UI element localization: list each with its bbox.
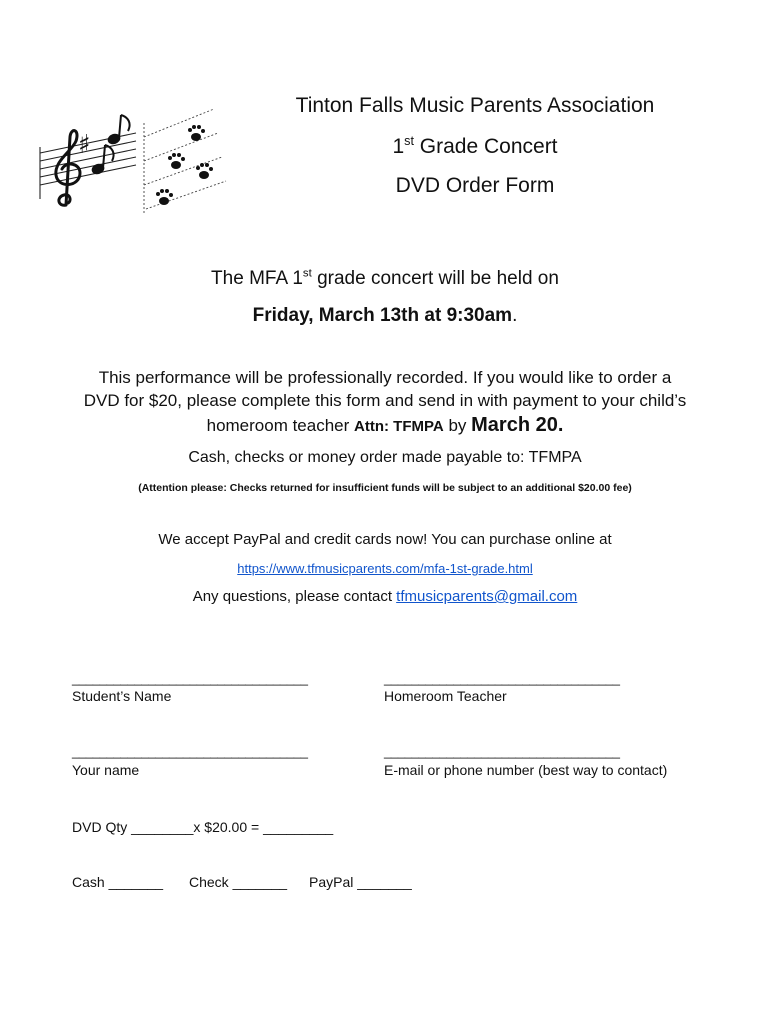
concert-label: Grade Concert xyxy=(413,135,558,158)
student-name-label: Student’s Name xyxy=(72,688,172,704)
intro-suffix: st xyxy=(302,267,312,280)
questions-text: Any questions, please contact xyxy=(192,588,397,605)
payment-paypal[interactable]: PayPal _______ xyxy=(309,874,412,890)
details-deadline: March 20. xyxy=(471,414,564,436)
details-by: by xyxy=(443,416,472,435)
grade-suffix: st xyxy=(404,134,414,148)
payment-check[interactable]: Check _______ xyxy=(189,874,288,890)
form-title: DVD Order Form xyxy=(395,174,555,197)
sharp-icon: ♯ xyxy=(78,130,91,160)
event-date-end: . xyxy=(512,305,518,326)
treble-clef-icon xyxy=(56,131,80,206)
details-attn: Attn: TFMPA xyxy=(354,418,444,435)
homeroom-teacher-label: Homeroom Teacher xyxy=(384,688,507,704)
event-date xyxy=(40,305,730,327)
payment-cash[interactable]: Cash _______ xyxy=(72,874,164,890)
paw-prints-icon xyxy=(156,125,213,205)
paypal-notice: We accept PayPal and credit cards now! You can purchase online at xyxy=(158,531,612,548)
intro-prefix: The MFA 1 xyxy=(211,268,303,289)
contact-email-link[interactable]: tfmusicparents@gmail.com xyxy=(396,588,578,605)
dvd-qty-line[interactable]: DVD Qty ________x $20.00 = _________ xyxy=(72,819,334,835)
intro-rest: grade concert will be held on xyxy=(311,268,559,289)
questions-line xyxy=(40,588,730,605)
event-date-bold: Friday, March 13th at 9:30am xyxy=(252,305,513,326)
concert-title xyxy=(250,135,700,159)
contact-blank[interactable]: __________________________________ xyxy=(384,744,620,759)
org-name: Tinton Falls Music Parents Association xyxy=(295,94,655,117)
your-name-label: Your name xyxy=(72,762,140,778)
details-line-1: This performance will be professionally recorded. If you would like to order a xyxy=(98,368,672,387)
bounced-check-notice: (Attention please: Checks returned for insufficient funds will be subject to an additional $20.00 fee) xyxy=(138,482,632,494)
order-url-line xyxy=(40,561,730,576)
homeroom-teacher-blank[interactable]: __________________________________ xyxy=(384,671,620,686)
order-url-link[interactable]: https://www.tfmusicparents.com/mfa-1st-grade.html xyxy=(237,561,533,576)
details-homeroom: homeroom teacher xyxy=(206,416,355,435)
contact-label: E-mail or phone number (best way to contact) xyxy=(384,762,668,778)
details-line-3 xyxy=(40,414,730,437)
payable-to: Cash, checks or money order made payable to: TFMPA xyxy=(188,449,582,466)
grade-number: 1 xyxy=(392,135,405,158)
student-name-blank[interactable]: __________________________________ xyxy=(72,671,308,686)
music-notes-paw-prints-icon xyxy=(36,103,232,221)
intro-line xyxy=(40,268,730,290)
details-line-2: DVD for $20, please complete this form and send in with payment to your child’s xyxy=(83,391,687,410)
your-name-blank[interactable]: __________________________________ xyxy=(72,744,308,759)
